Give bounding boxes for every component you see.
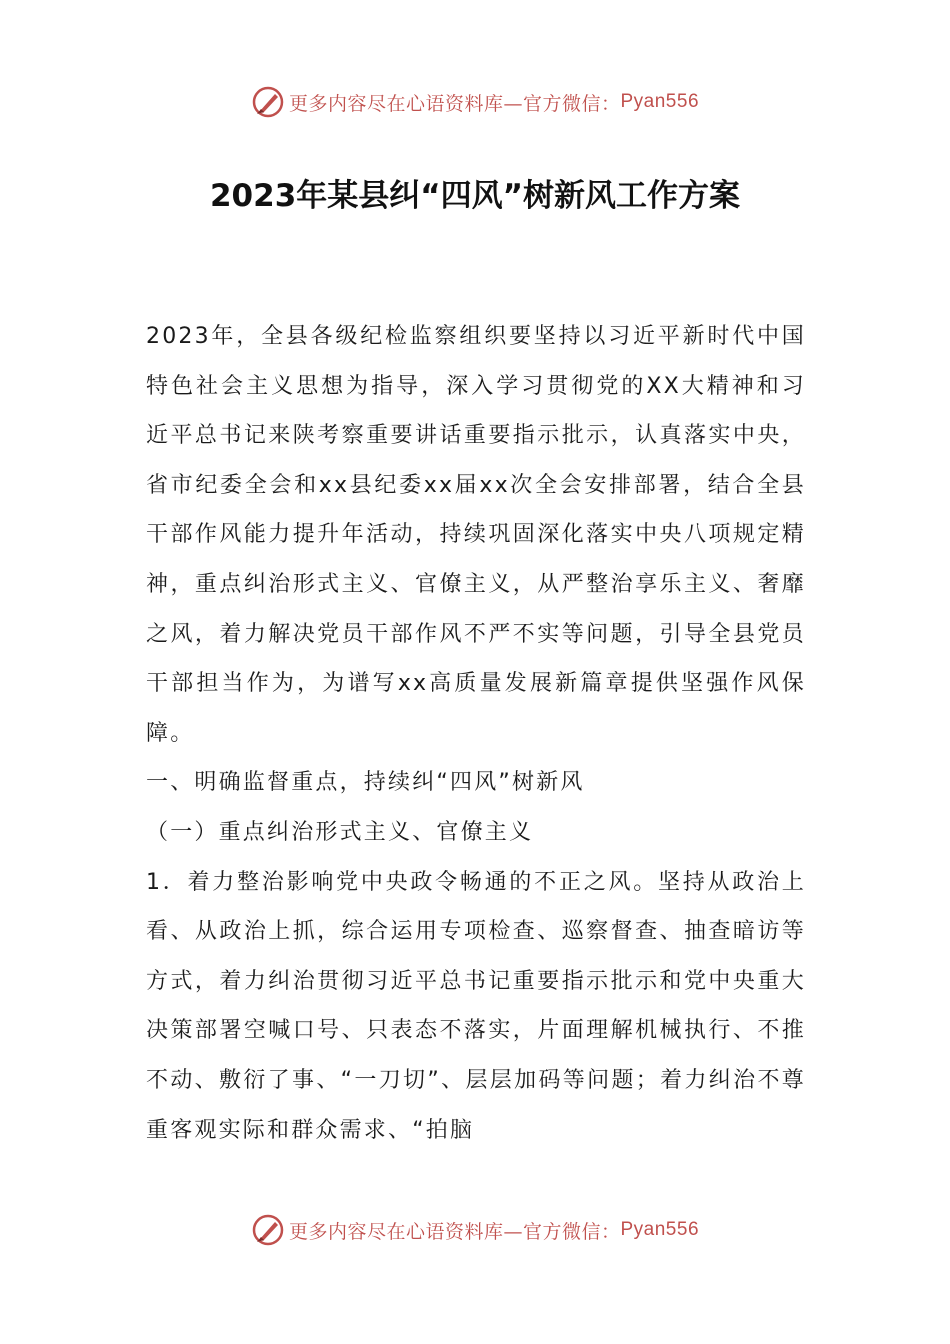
subsection-heading: （一）重点纠治形式主义、官僚主义: [146, 819, 534, 845]
document-body: [146, 312, 806, 1155]
watermark-text: 更多内容尽在心语资料库—官方微信：: [288, 1220, 621, 1243]
pen-logo-icon: [251, 85, 285, 119]
intro-paragraph: 2023年，全县各级纪检监察组织要坚持以习近平新时代中国特色社会主义思想为指导，深入学习贯彻党的XX大精神和习近平总书记来陕考察重要讲话重要指示批示，认真落实中央，省市纪委全会和xx县纪委xx届xx次全会安排部署，结合全县干部作风能力提升年活动，持续巩固深化落实中央八项规定精神，重点纠治形式主义、官僚主义，从严整治享乐主义、奢靡之风，着力解决党员干部作风不严不实等问题，引导全县党员干部担当作为，为谱写xx高质量发展新篇章提供坚强作风保障。: [146, 324, 806, 746]
watermark-wechat-id: Pyan556: [620, 91, 700, 112]
watermark-text: 更多内容尽在心语资料库—官方微信：: [288, 92, 621, 115]
header-watermark: [0, 82, 950, 122]
document-title: 2023年某县纠“四风”树新风工作方案: [209, 178, 741, 214]
footer-watermark: [0, 1210, 950, 1250]
section-heading: 一、明确监督重点，持续纠“四风”树新风: [146, 770, 585, 796]
watermark-wechat-id: Pyan556: [620, 1219, 700, 1240]
pen-logo-icon: [251, 1213, 285, 1247]
item-paragraph: 1．着力整治影响党中央政令畅通的不正之风。坚持从政治上看、从政治上抓，综合运用专项检查、巡察督查、抽查暗访等方式，着力纠治贯彻习近平总书记重要指示批示和党中央重大决策部署空喊口号、只表态不落实，片面理解机械执行、不推不动、敷衍了事、“一刀切”、层层加码等问题；着力纠治不尊重客观实际和群众需求、“拍脑: [146, 869, 806, 1143]
